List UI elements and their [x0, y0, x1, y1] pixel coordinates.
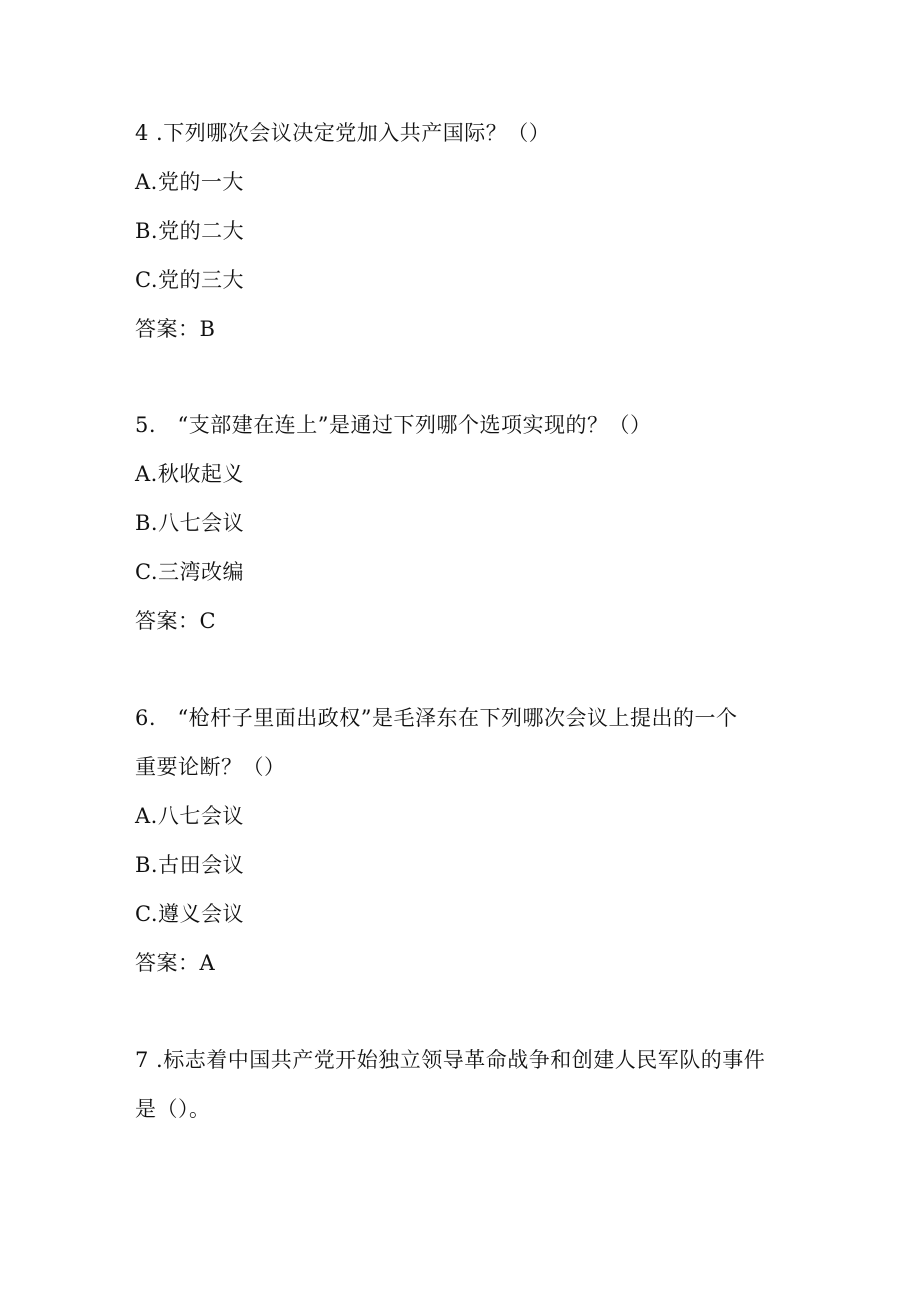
question-6-option-a: A.八七会议	[135, 804, 244, 828]
question-6-answer: 答案：A	[135, 951, 216, 975]
question-4-text: 4 .下列哪次会议决定党加入共产国际？（）	[135, 121, 551, 145]
question-6-option-b: B.古田会议	[135, 853, 245, 877]
question-4-option-b: B.党的二大	[135, 219, 245, 243]
question-4-answer: 答案：B	[135, 317, 216, 341]
question-6-option-c: C.遵义会议	[135, 902, 244, 926]
question-5-text: 5. “支部建在连上”是通过下列哪个选项实现的？（）	[135, 413, 652, 437]
question-5-option-c: C.三湾改编	[135, 560, 244, 584]
question-4-option-a: A.党的一大	[135, 170, 244, 194]
question-7-text-line-2: 是（）。	[135, 1097, 211, 1121]
question-6-text-line-1: 6. “枪杆子里面出政权”是毛泽东在下列哪次会议上提出的一个	[135, 706, 738, 730]
question-4-option-c: C.党的三大	[135, 268, 244, 292]
question-5-answer: 答案：C	[135, 609, 217, 633]
question-6-text-line-2: 重要论断？（）	[135, 755, 286, 779]
question-5-option-a: A.秋收起义	[135, 462, 244, 486]
question-7-text-line-1: 7 .标志着中国共产党开始独立领导革命战争和创建人民军队的事件	[135, 1048, 766, 1072]
question-5-option-b: B.八七会议	[135, 511, 245, 535]
